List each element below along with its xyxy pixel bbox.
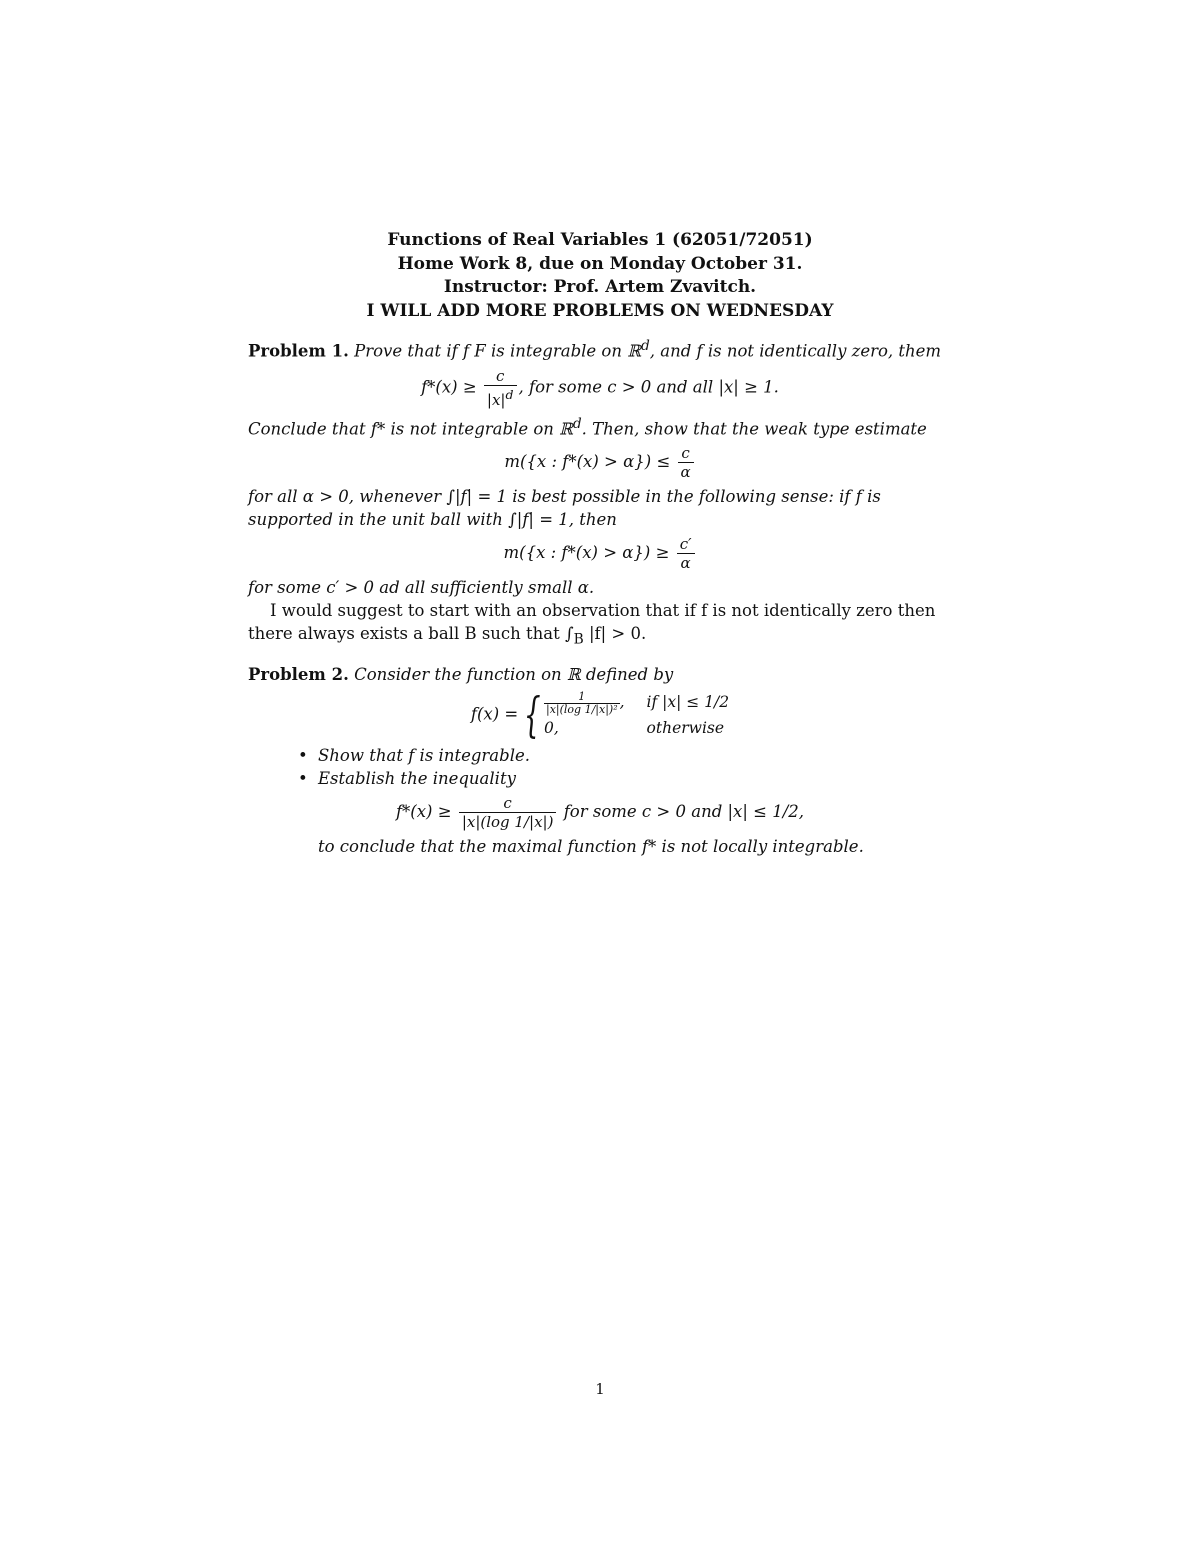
homework-due: Home Work 8, due on Monday October 31. — [397, 253, 803, 274]
ineq-fraction — [459, 794, 557, 831]
case-1-value — [544, 690, 625, 716]
case-2-value: 0, — [544, 718, 559, 737]
ineq-numerator: c — [459, 794, 557, 813]
problem-2-inequality — [248, 794, 952, 831]
suggestion-text: I would suggest to start with an observation that if f is not identically zero then there always exists a ball B such that ∫ — [248, 601, 936, 643]
eq1-den-sup: d — [505, 386, 514, 402]
left-brace: { — [524, 687, 542, 744]
ineq-denominator: |x|(log 1/|x|) — [461, 812, 554, 831]
problem-1-intro-sup: d — [640, 338, 650, 354]
task-2: • Establish the inequality — [318, 767, 952, 790]
eq1-lhs: f*(x) ≥ — [421, 377, 482, 396]
case-1-fraction — [544, 691, 620, 716]
problem-1-forsome: for some c′ > 0 ad all sufficiently small α. — [248, 578, 595, 597]
eq1-numerator: c — [484, 367, 517, 386]
case-1-condition: if |x| ≤ 1/2 — [646, 693, 730, 712]
problem-1-intro: Prove that if — [354, 341, 463, 361]
eq2-numerator: c — [678, 444, 694, 463]
case-2-condition: otherwise — [646, 718, 725, 737]
case-1-comma: , — [619, 693, 625, 712]
problem-1-intro-f: f F — [462, 341, 486, 361]
page-number: 1 — [595, 1380, 605, 1398]
problem-1-forall: for all α > 0, whenever ∫|f| = 1 is best possible in the following sense: if f is supported in the unit ball with ∫|f| = 1, then — [248, 487, 881, 529]
conclude-sup: d — [572, 415, 582, 432]
eq1-denominator — [484, 386, 517, 409]
document-page — [248, 229, 952, 858]
case-1-denominator: |x|(log 1/|x|)² — [546, 702, 618, 716]
problem-2-label: Problem 2. — [248, 665, 349, 685]
problem-1-equation-3 — [248, 535, 952, 572]
eq2-denominator: α — [680, 463, 691, 481]
problem-1-suggestion — [248, 599, 952, 651]
document-header — [248, 229, 952, 323]
ineq-lhs: f*(x) ≥ — [395, 801, 457, 821]
problem-1-label: Problem 1. — [248, 341, 349, 361]
conclude-a: Conclude that f* is not integrable on ℝ — [248, 419, 573, 438]
problem-2-statement — [248, 663, 952, 686]
eq3-fraction — [677, 535, 695, 572]
suggestion-end: |f| > 0. — [583, 624, 647, 643]
announcement: I WILL ADD MORE PROBLEMS ON WEDNESDAY — [366, 300, 834, 321]
piecewise-cases — [544, 690, 729, 740]
problem-2-piecewise — [248, 687, 952, 744]
problem-2-conclusion: to conclude that the maximal function f* is not locally integrable. — [318, 836, 864, 856]
eq1-den-base: |x| — [486, 390, 506, 409]
task-1: • Show that f is integrable. — [318, 744, 952, 767]
problem-2-tasks — [318, 744, 952, 790]
problem-1-intro-b: is integrable on ℝ — [485, 341, 641, 361]
problem-1-intro-c: , and f is not identically zero, them — [649, 341, 942, 361]
problem-2-intro: Consider the function on ℝ defined by — [354, 665, 674, 685]
problem-1-statement — [248, 335, 952, 363]
instructor: Instructor: Prof. Artem Zvavitch. — [443, 277, 757, 297]
eq1-fraction — [484, 367, 517, 409]
eq1-rhs: , for some c > 0 and all |x| ≥ 1. — [518, 377, 779, 396]
course-title: Functions of Real Variables 1 (62051/72051) — [387, 230, 813, 250]
eq2-lhs: m({x : f*(x) > α}) ≤ — [504, 452, 676, 471]
eq3-lhs: m({x : f*(x) > α}) ≥ — [503, 543, 675, 562]
ineq-rhs: for some c > 0 and |x| ≤ 1/2, — [558, 801, 805, 821]
case-1-numerator: 1 — [544, 691, 620, 704]
problem-2 — [248, 663, 952, 858]
eq3-denominator: α — [680, 554, 691, 572]
eq3-numerator: c′ — [677, 535, 695, 554]
problem-1-equation-2 — [248, 444, 952, 481]
problem-1 — [248, 335, 952, 651]
problem-1-conclude — [248, 413, 952, 441]
suggestion-sub: B — [573, 631, 584, 648]
piecewise-lhs: f(x) = — [470, 704, 524, 724]
eq2-fraction — [678, 444, 694, 481]
conclude-b: . Then, show that the weak type estimate — [581, 419, 927, 438]
problem-1-equation-1 — [248, 367, 952, 409]
